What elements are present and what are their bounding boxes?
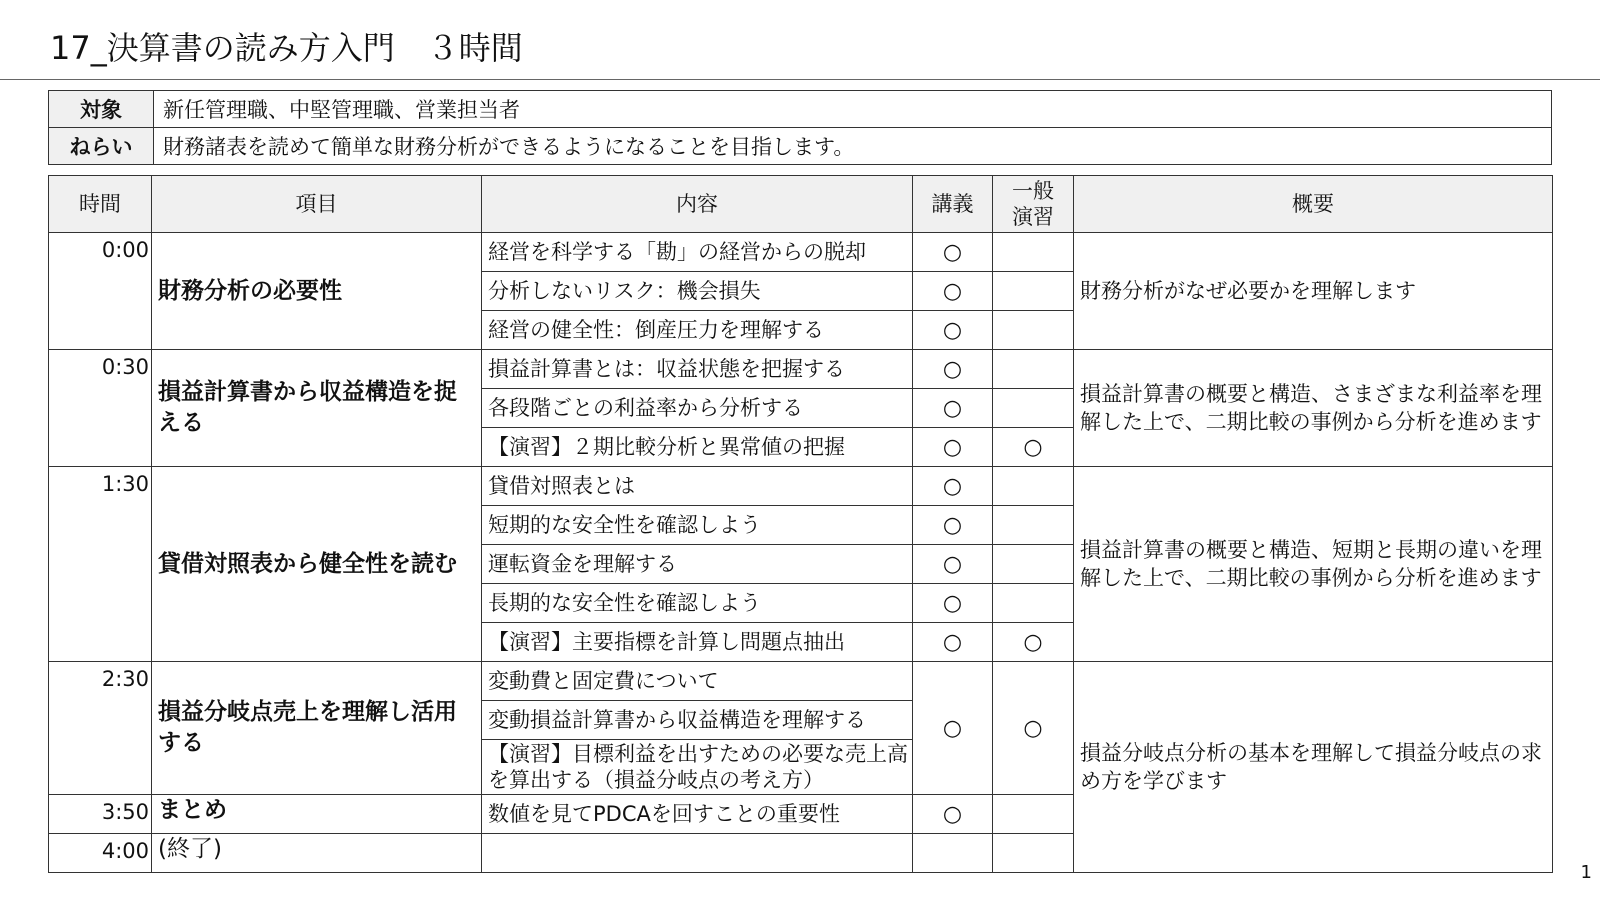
lecture-mark: ○: [913, 428, 993, 467]
aim-label: ねらい: [49, 128, 154, 165]
time-cell: 2:30: [49, 662, 152, 795]
lecture-mark: ○: [913, 272, 993, 311]
exercise-mark: ○: [993, 662, 1074, 795]
content-cell: 分析しないリスク：機会損失: [482, 272, 913, 311]
exercise-mark: ○: [993, 623, 1074, 662]
time-cell: 0:00: [49, 233, 152, 350]
content-cell: 変動損益計算書から収益構造を理解する: [482, 701, 913, 740]
exercise-mark: ○: [993, 428, 1074, 467]
info-row-target: [49, 91, 1552, 128]
header-time: 時間: [49, 176, 152, 233]
exercise-mark-empty: [993, 272, 1074, 311]
summary-cell: 損益計算書の概要と構造、さまざまな利益率を理解した上で、二期比較の事例から分析を進めます: [1074, 350, 1553, 467]
time-cell: 0:30: [49, 350, 152, 467]
lecture-mark-empty: [913, 834, 993, 873]
topic-cell: 損益計算書から収益構造を捉える: [152, 350, 482, 467]
topic-cell: (終了): [152, 834, 482, 873]
lecture-mark: ○: [913, 584, 993, 623]
lecture-mark: ○: [913, 795, 993, 834]
lecture-mark: ○: [913, 389, 993, 428]
header-topic: 項目: [152, 176, 482, 233]
content-cell: 経営を科学する「勘」の経営からの脱却: [482, 233, 913, 272]
content-cell: 短期的な安全性を確認しよう: [482, 506, 913, 545]
exercise-mark-empty: [993, 311, 1074, 350]
content-cell: 各段階ごとの利益率から分析する: [482, 389, 913, 428]
header-exercise-line1: 一般: [1012, 179, 1054, 203]
info-table: [48, 90, 1552, 165]
time-cell: 3:50: [49, 795, 152, 834]
content-cell: 【演習】目標利益を出すための必要な売上高を算出する（損益分岐点の考え方）: [482, 740, 913, 795]
topic-cell: 貸借対照表から健全性を読む: [152, 467, 482, 662]
exercise-mark-empty: [993, 545, 1074, 584]
time-cell: 1:30: [49, 467, 152, 662]
summary-cell: 財務分析がなぜ必要かを理解します: [1074, 233, 1553, 350]
content-cell: 長期的な安全性を確認しよう: [482, 584, 913, 623]
exercise-mark-empty: [993, 350, 1074, 389]
summary-cell: 損益計算書の概要と構造、短期と長期の違いを理解した上で、二期比較の事例から分析を進めます: [1074, 467, 1553, 662]
lecture-mark: ○: [913, 311, 993, 350]
content-cell: 数値を見てPDCAを回すことの重要性: [482, 795, 913, 834]
schedule-row: [49, 662, 1553, 701]
exercise-mark-empty: [993, 389, 1074, 428]
lecture-mark: ○: [913, 623, 993, 662]
exercise-mark-empty: [993, 506, 1074, 545]
schedule-table: [48, 175, 1553, 873]
topic-cell: 財務分析の必要性: [152, 233, 482, 350]
lecture-mark: ○: [913, 233, 993, 272]
content-cell-empty: [482, 834, 913, 873]
header-exercise: [993, 176, 1074, 233]
header-summary: 概要: [1074, 176, 1553, 233]
exercise-mark-empty: [993, 233, 1074, 272]
page-title: 17_決算書の読み方入門 ３時間: [50, 29, 523, 67]
schedule-header-row: [49, 176, 1553, 233]
content-cell: 経営の健全性：倒産圧力を理解する: [482, 311, 913, 350]
header-exercise-line2: 演習: [1012, 205, 1054, 229]
aim-value: 財務諸表を読めて簡単な財務分析ができるようになることを目指します。: [154, 128, 1552, 165]
header-content: 内容: [482, 176, 913, 233]
exercise-mark-empty: [993, 795, 1074, 834]
info-row-aim: [49, 128, 1552, 165]
lecture-mark: ○: [913, 350, 993, 389]
target-label: 対象: [49, 91, 154, 128]
lecture-mark: ○: [913, 662, 993, 795]
exercise-mark-empty: [993, 584, 1074, 623]
lecture-mark: ○: [913, 506, 993, 545]
summary-cell: 損益分岐点分析の基本を理解して損益分岐点の求め方を学びます: [1074, 662, 1553, 873]
lecture-mark: ○: [913, 545, 993, 584]
schedule-row: [49, 233, 1553, 272]
topic-cell: 損益分岐点売上を理解し活用する: [152, 662, 482, 795]
content-cell: 変動費と固定費について: [482, 662, 913, 701]
header-lecture: 講義: [913, 176, 993, 233]
time-cell: 4:00: [49, 834, 152, 873]
content-cell: 貸借対照表とは: [482, 467, 913, 506]
title-divider: [0, 79, 1600, 80]
content-cell: 【演習】主要指標を計算し問題点抽出: [482, 623, 913, 662]
schedule-row: [49, 350, 1553, 389]
exercise-mark-empty: [993, 834, 1074, 873]
content-cell: 【演習】２期比較分析と異常値の把握: [482, 428, 913, 467]
topic-cell: まとめ: [152, 795, 482, 834]
target-value: 新任管理職、中堅管理職、営業担当者: [154, 91, 1552, 128]
exercise-mark-empty: [993, 467, 1074, 506]
content-cell: 損益計算書とは：収益状態を把握する: [482, 350, 913, 389]
page-number: 1: [1580, 862, 1592, 883]
schedule-row: [49, 467, 1553, 506]
lecture-mark: ○: [913, 467, 993, 506]
content-cell: 運転資金を理解する: [482, 545, 913, 584]
